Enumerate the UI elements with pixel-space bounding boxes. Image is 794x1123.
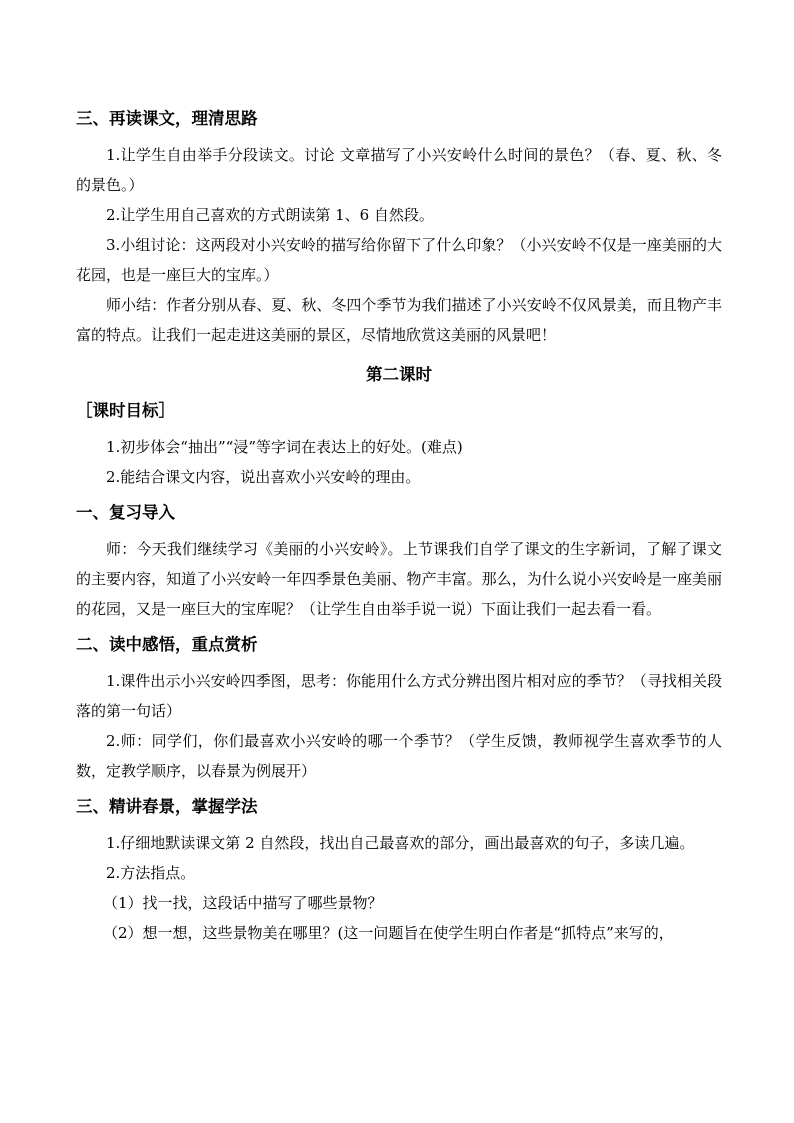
paragraph: 1.让学生自由举手分段读文。讨论 文章描写了小兴安岭什么时间的景色？（春、夏、秋、冬的景色。） [76, 146, 722, 194]
sub-paragraph: （1）找一找，这段话中描写了哪些景物？ [103, 894, 383, 912]
section-heading-spring: 三、精讲春景，掌握学法 [76, 797, 258, 816]
paragraph: 3.小组讨论：这两段对小兴安岭的描写给你留下了什么印象？（小兴安岭不仅是一座美丽的大花园，也是一座巨大的宝库。） [76, 236, 722, 284]
paragraph: 2.方法指点。 [106, 864, 196, 882]
paragraph: 1.课件出示小兴安岭四季图，思考：你能用什么方式分辨出图片相对应的季节？（寻找相关段落的第一句话） [76, 672, 722, 720]
paragraph: 1.仔细地默读课文第 2 自然段，找出自己最喜欢的部分，画出最喜欢的句子，多读几遍。 [106, 834, 695, 852]
section-heading-appreciation: 二、读中感悟，重点赏析 [76, 635, 258, 654]
paragraph: 2.让学生用自己喜欢的方式朗读第 1、6 自然段。 [106, 206, 434, 224]
sub-paragraph: （2）想一想，这些景物美在哪里？(这一问题旨在使学生明白作者是“抓特点”来写的， [103, 924, 674, 942]
paragraph: 2.师：同学们，你们最喜欢小兴安岭的哪一个季节？（学生反馈，教师视学生喜欢季节的人数，定教学顺序，以春景为例展开） [76, 732, 722, 780]
paragraph: 师：今天我们继续学习《美丽的小兴安岭》。上节课我们自学了课文的生字新词，了解了课文的主要内容，知道了小兴安岭一年四季景色美丽、物产丰富。那么，为什么说小兴安岭是一座美丽的花园，又是一座巨大的宝库呢？（让学生自由举手说一说）下面让我们一起去看一看。 [76, 540, 722, 618]
lesson-title: 第二课时 [366, 365, 432, 384]
paragraph: 师小结：作者分别从春、夏、秋、冬四个季节为我们描述了小兴安岭不仅风景美，而且物产丰富的特点。让我们一起走进这美丽的景区，尽情地欣赏这美丽的风景吧！ [76, 296, 722, 344]
paragraph: 2.能结合课文内容，说出喜欢小兴安岭的理由。 [106, 468, 421, 486]
section-heading-review: 一、复习导入 [76, 503, 175, 522]
section-heading-reread: 三、再读课文，理清思路 [76, 109, 258, 128]
section-heading-objectives: ［课时目标］ [76, 401, 175, 420]
paragraph: 1.初步体会“抽出”“浸”等字词在表达上的好处。(难点) [106, 438, 463, 456]
document-body [76, 104, 722, 948]
